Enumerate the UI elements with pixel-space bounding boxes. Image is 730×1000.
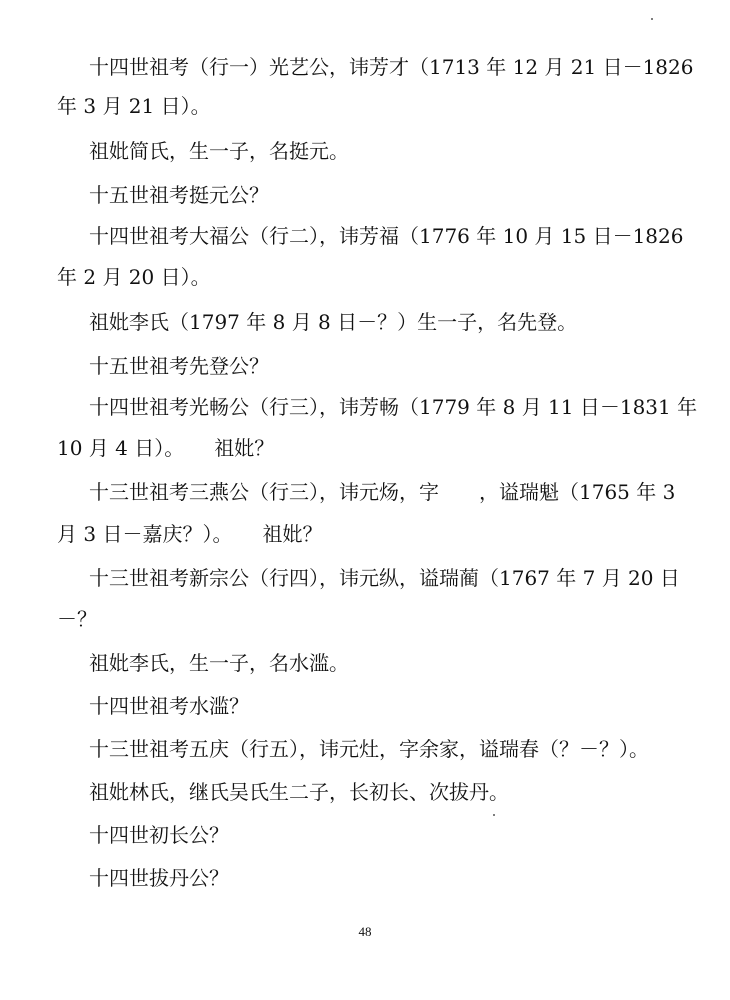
- text-line-5: 十四世祖考大福公（行二），讳芳福（1776 年 10 月 15 日－1826: [89, 224, 684, 248]
- text-line-15: 祖妣李氏，生一子，名水滥。: [89, 651, 349, 675]
- text-line-3: 祖妣简氏，生一子，名挺元。: [89, 139, 349, 163]
- text-line-7: 祖妣李氏（1797 年 8 月 8 日－？）生一子，名先登。: [89, 310, 578, 334]
- text-line-14: －？: [57, 607, 97, 631]
- page-number: 48: [358, 924, 372, 939]
- text-line-10: 10 月 4 日）。 祖妣？: [57, 436, 275, 460]
- text-line-8: 十五世祖考先登公？: [89, 354, 269, 378]
- text-line-20: 十四世拔丹公？: [89, 866, 229, 890]
- text-line-12: 月 3 日－嘉庆？）。 祖妣？: [57, 522, 323, 546]
- text-line-6: 年 2 月 20 日）。: [57, 265, 211, 289]
- text-line-16: 十四世祖考水滥？: [89, 694, 249, 718]
- text-line-11: 十三世祖考三燕公（行三），讳元炀，字 ，谥瑞魁（1765 年 3: [89, 480, 676, 504]
- text-line-17: 十三世祖考五庆（行五），讳元灶，字余家，谥瑞春（？－？）。: [89, 737, 649, 761]
- text-line-9: 十四世祖考光畅公（行三），讳芳畅（1779 年 8 月 11 日－1831 年: [89, 395, 698, 419]
- text-line-2: 年 3 月 21 日）。: [57, 94, 211, 118]
- text-line-4: 十五世祖考挺元公？: [89, 183, 269, 207]
- text-line-19: 十四世初长公？: [89, 823, 229, 847]
- text-line-13: 十三世祖考新宗公（行四），讳元纵，谥瑞蔺（1767 年 7 月 20 日: [89, 566, 680, 590]
- scan-speck: [651, 18, 653, 20]
- text-line-18: 祖妣林氏，继氏吴氏生二子，长初长、次拔丹。: [89, 780, 509, 804]
- scan-speck: [493, 814, 495, 816]
- text-line-1: 十四世祖考（行一）光艺公，讳芳才（1713 年 12 月 21 日－1826: [89, 55, 694, 79]
